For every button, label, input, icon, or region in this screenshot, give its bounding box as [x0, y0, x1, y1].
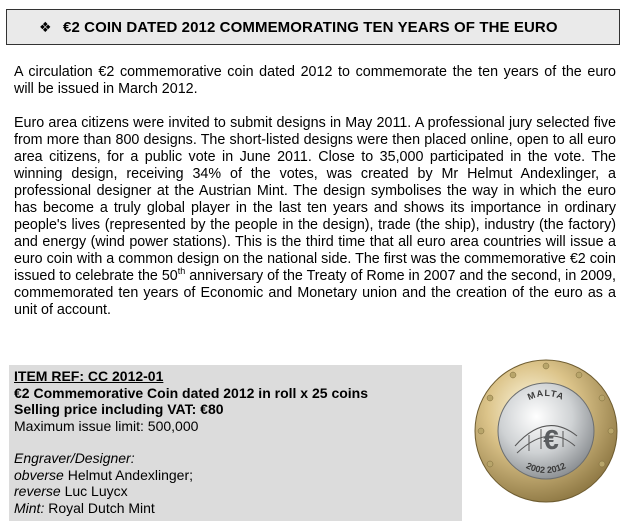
item-details [14, 368, 454, 516]
intro-paragraph: A circulation €2 commemorative coin dated 2012 to commemorate the ten years of the euro will be issued in March 2012. [14, 64, 616, 97]
reverse-line [14, 483, 454, 500]
mint-value: Royal Dutch Mint [44, 499, 155, 516]
item-price: Selling price including VAT: €80 [14, 401, 224, 417]
mint-line [14, 500, 454, 517]
obverse-line [14, 467, 454, 484]
mint-label: Mint: [14, 499, 45, 516]
page-title: €2 COIN DATED 2012 COMMEMORATING TEN YEARS OF THE EURO [63, 18, 558, 36]
item-limit: Maximum issue limit: 500,000 [14, 417, 199, 434]
engraver-label: Engraver/Designer: [14, 450, 135, 466]
item-ref: ITEM REF: CC 2012-01 [14, 368, 164, 384]
body-paragraph [14, 115, 616, 319]
coin-image [471, 351, 621, 511]
obverse-label: obverse [14, 466, 64, 483]
ordinal-superscript: th [177, 266, 186, 277]
item-name: €2 Commemorative Coin dated 2012 in roll x 25 coins [14, 384, 369, 401]
coin-years: 2002 2012 [524, 460, 568, 476]
reverse-label: reverse [14, 483, 61, 499]
page-title-bar [6, 9, 620, 45]
coin-euro-symbol: € [543, 424, 559, 455]
reverse-value: Luc Luycx [60, 483, 128, 499]
diamond-bullet-icon: ❖ [39, 18, 52, 35]
body-text: Euro area citizens were invited to submit designs in May 2011. A professional jury selected five from more than 800 designs. The short-listed designs were then placed online, open to all euro area citizens, for a public vote in June 2011. Close to 35,000 participated in the vote. The winning design, receiving 34% of the votes, was created by Mr Helmut Andexlinger, a professional designer at the Austrian Mint. The design symbolises the way in which the euro has become a truly global player in the last ten years and shows its importance in ordinary people's lives (represented by the people in the design), trade (the ship), industry (the factory) and energy (wind power stations). This is the third time that all euro area countries will issue a euro coin with a common design on the national side. The first was the commemorative €2 coin issued to celebrate the 50 [14, 115, 616, 284]
body-text-end: anniversary of the Treaty of Rome in 2007 and the second, in 2009, commemorated ten years of Economic and Monetary union and the creation of the euro as a unit of account. [14, 268, 617, 318]
coin-country: MALTA [526, 387, 567, 403]
obverse-value: Helmut Andexlinger; [63, 466, 193, 483]
